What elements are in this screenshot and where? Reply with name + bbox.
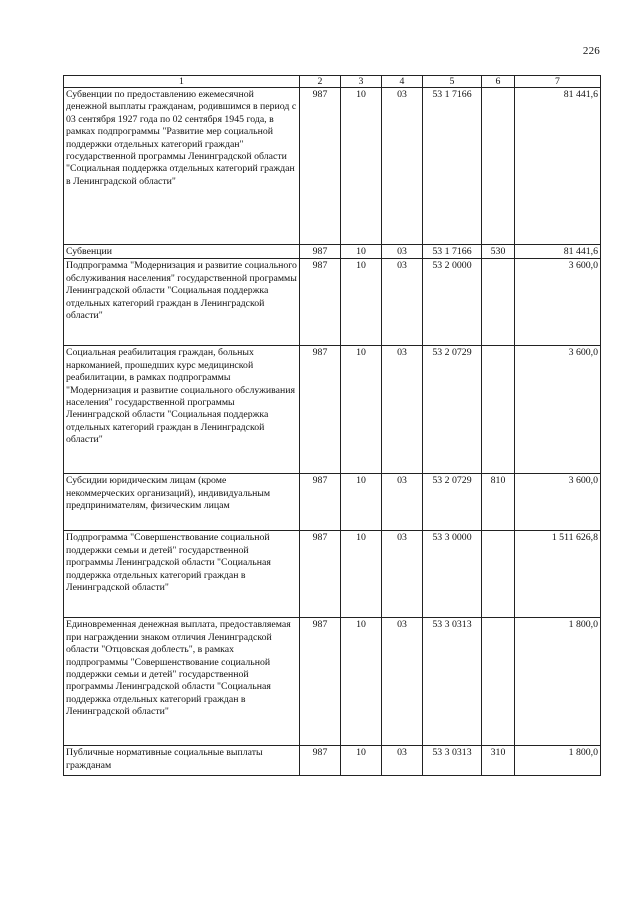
column-number: 6 — [482, 76, 515, 88]
row-ministry-code: 987 — [300, 245, 341, 259]
table-row — [64, 88, 601, 245]
row-description: Публичные нормативные социальные выплаты гражданам — [64, 746, 300, 776]
row-expense-type: 530 — [482, 245, 515, 259]
row-amount: 81 441,6 — [515, 88, 601, 245]
row-section-code: 10 — [341, 346, 382, 474]
row-expense-type: 310 — [482, 746, 515, 776]
row-ministry-code: 987 — [300, 474, 341, 531]
row-section-code: 10 — [341, 88, 382, 245]
row-amount: 1 511 626,8 — [515, 531, 601, 618]
row-target-article: 53 2 0729 — [423, 346, 482, 474]
row-target-article: 53 2 0729 — [423, 474, 482, 531]
row-target-article: 53 2 0000 — [423, 259, 482, 346]
row-description: Социальная реабилитация граждан, больных наркоманией, прошедших курс медицинской реабилитации, в рамках подпрограммы "Модернизация и развитие социального обслуживания населения" государственной программы Ленинградской области "Социальная поддержка отдельных категорий граждан в Ленинградской области" — [64, 346, 300, 474]
row-description: Субсидии юридическим лицам (кроме некоммерческих организаций), индивидуальным предпринимателям, физическим лицам — [64, 474, 300, 531]
row-description: Единовременная денежная выплата, предоставляемая при награждении знаком отличия Ленинградской области "Отцовская доблесть", в рамках подпрограммы "Совершенствование социальной поддержки семьи и детей" государственной программы Ленинградской области "Социальная поддержка отдельных категорий граждан в Ленинградской области" — [64, 618, 300, 746]
column-number: 3 — [341, 76, 382, 88]
row-section-code: 10 — [341, 259, 382, 346]
table-row — [64, 346, 601, 474]
row-expense-type — [482, 259, 515, 346]
row-ministry-code: 987 — [300, 88, 341, 245]
row-subsection-code: 03 — [382, 531, 423, 618]
column-number: 2 — [300, 76, 341, 88]
row-target-article: 53 3 0000 — [423, 531, 482, 618]
table-row — [64, 531, 601, 618]
column-number: 5 — [423, 76, 482, 88]
row-ministry-code: 987 — [300, 259, 341, 346]
row-description: Субвенции — [64, 245, 300, 259]
row-amount: 3 600,0 — [515, 346, 601, 474]
row-section-code: 10 — [341, 746, 382, 776]
row-amount: 1 800,0 — [515, 746, 601, 776]
row-section-code: 10 — [341, 618, 382, 746]
table-row — [64, 259, 601, 346]
table-row — [64, 245, 601, 259]
row-expense-type: 810 — [482, 474, 515, 531]
row-ministry-code: 987 — [300, 746, 341, 776]
row-target-article: 53 1 7166 — [423, 245, 482, 259]
page-number: 226 — [582, 45, 600, 57]
row-ministry-code: 987 — [300, 531, 341, 618]
row-amount: 81 441,6 — [515, 245, 601, 259]
row-section-code: 10 — [341, 531, 382, 618]
row-subsection-code: 03 — [382, 346, 423, 474]
row-description: Подпрограмма "Совершенствование социальной поддержки семьи и детей" государственной программы Ленинградской области "Социальная поддержка отдельных категорий граждан в Ленинградской области" — [64, 531, 300, 618]
row-expense-type — [482, 531, 515, 618]
column-number: 7 — [515, 76, 601, 88]
row-subsection-code: 03 — [382, 746, 423, 776]
row-subsection-code: 03 — [382, 259, 423, 346]
row-target-article: 53 3 0313 — [423, 618, 482, 746]
row-ministry-code: 987 — [300, 346, 341, 474]
row-amount: 3 600,0 — [515, 259, 601, 346]
column-number: 1 — [64, 76, 300, 88]
table-row — [64, 746, 601, 776]
column-number: 4 — [382, 76, 423, 88]
table-row — [64, 618, 601, 746]
row-amount: 3 600,0 — [515, 474, 601, 531]
row-section-code: 10 — [341, 245, 382, 259]
row-expense-type — [482, 88, 515, 245]
column-number-row — [64, 76, 601, 88]
row-subsection-code: 03 — [382, 88, 423, 245]
row-ministry-code: 987 — [300, 618, 341, 746]
row-amount: 1 800,0 — [515, 618, 601, 746]
row-section-code: 10 — [341, 474, 382, 531]
row-target-article: 53 1 7166 — [423, 88, 482, 245]
row-expense-type — [482, 618, 515, 746]
row-description: Подпрограмма "Модернизация и развитие социального обслуживания населения" государственной программы Ленинградской области "Социальная поддержка отдельных категорий граждан в Ленинградской области" — [64, 259, 300, 346]
budget-table — [63, 75, 601, 776]
row-expense-type — [482, 346, 515, 474]
row-subsection-code: 03 — [382, 618, 423, 746]
row-target-article: 53 3 0313 — [423, 746, 482, 776]
table-row — [64, 474, 601, 531]
row-subsection-code: 03 — [382, 245, 423, 259]
row-description: Субвенции по предоставлению ежемесячной денежной выплаты гражданам, родившимся в период с 03 сентября 1927 года по 02 сентября 1945 года, в рамках подпрограммы "Развитие мер социальной поддержки отдельных категорий граждан" государственной программы Ленинградской области "Социальная поддержка отдельных категорий граждан в Ленинградской области" — [64, 88, 300, 245]
row-subsection-code: 03 — [382, 474, 423, 531]
